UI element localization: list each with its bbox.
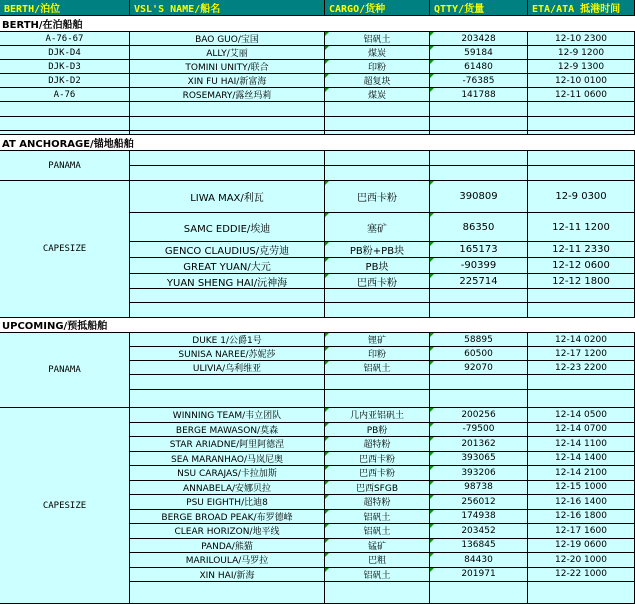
table-row [0,303,635,318]
table-row [0,361,635,375]
vessel-name-cell[interactable] [130,289,325,303]
cargo-cell[interactable]: 超特粉 [325,437,430,452]
vessel-name-cell[interactable] [130,390,325,408]
cargo-cell[interactable]: 铝矾土 [325,524,430,539]
quantity-cell[interactable] [430,151,528,166]
cargo-cell[interactable]: 巴西卡粉 [325,274,430,289]
quantity-cell[interactable]: 86350 [430,213,528,242]
vessel-name-cell[interactable] [130,102,325,117]
quantity-cell[interactable] [430,117,528,131]
vessel-class-label[interactable]: PANAMA [0,151,130,181]
cargo-cell[interactable]: 煤炭 [325,46,430,60]
eta-cell[interactable]: 12-23 2200 [528,361,635,375]
quantity-cell[interactable]: 201362 [430,437,528,452]
quantity-cell[interactable]: 61480 [430,60,528,74]
table-row [0,88,635,102]
cargo-cell[interactable]: 铝矾土 [325,361,430,375]
table-row [0,258,635,274]
table-row [0,181,635,213]
eta-cell[interactable]: 12-14 0700 [528,423,635,438]
berth-cell[interactable] [0,102,130,117]
berth-cell[interactable] [0,131,130,135]
vessel-name-cell[interactable]: PANDA/熊猫 [130,539,325,554]
eta-cell[interactable]: 12-17 1200 [528,347,635,361]
vessel-name-cell[interactable] [130,131,325,135]
quantity-cell[interactable]: 165173 [430,242,528,258]
table-row [0,347,635,361]
vessel-name-cell[interactable]: GREAT YUAN/大元 [130,258,325,274]
vessel-name-cell[interactable]: MARILOULA/马罗拉 [130,553,325,568]
cargo-cell[interactable]: PB块 [325,258,430,274]
cargo-cell[interactable]: PB粉 [325,423,430,438]
quantity-cell[interactable]: 136845 [430,539,528,554]
quantity-cell[interactable]: 92070 [430,361,528,375]
vessel-name-cell[interactable]: DUKE 1/公爵1号 [130,333,325,347]
eta-cell[interactable]: 12-9 1200 [528,46,635,60]
quantity-cell[interactable] [430,289,528,303]
table-row [0,452,635,467]
eta-cell[interactable]: 12-9 1300 [528,60,635,74]
eta-cell[interactable]: 12-14 1400 [528,452,635,467]
vessel-name-cell[interactable] [130,303,325,318]
vessel-name-cell[interactable]: GENCO CLAUDIUS/克劳迪 [130,242,325,258]
header-row [0,0,635,16]
table-row [0,46,635,60]
vessel-name-cell[interactable] [130,582,325,604]
eta-cell[interactable]: 12-14 2100 [528,466,635,481]
eta-cell[interactable] [528,390,635,408]
vessel-name-cell[interactable]: NSU CARAJAS/卡拉加斯 [130,466,325,481]
table-row [0,495,635,510]
eta-cell[interactable] [528,375,635,390]
vessel-name-cell[interactable]: ULIVIA/乌利维亚 [130,361,325,375]
cargo-cell[interactable]: 铝矾土 [325,568,430,583]
quantity-cell[interactable]: 203428 [430,32,528,46]
quantity-cell[interactable]: -79500 [430,423,528,438]
vessel-name-cell[interactable]: SEA MARANHAO/马岚尼奥 [130,452,325,467]
cargo-cell[interactable]: PB粉+PB块 [325,242,430,258]
eta-cell[interactable]: 12-16 1400 [528,495,635,510]
vessel-name-cell[interactable]: ALLY/艾丽 [130,46,325,60]
vessel-name-cell[interactable]: PSU EIGHTH/比迪8 [130,495,325,510]
table-row [0,213,635,242]
berth-cell[interactable]: DJK-D3 [0,60,130,74]
vessel-name-cell[interactable]: XIN FU HAI/新富海 [130,74,325,88]
quantity-cell[interactable] [430,582,528,604]
table-row [0,32,635,46]
berth-cell[interactable]: DJK-D4 [0,46,130,60]
table-row [0,151,635,166]
vessel-name-cell[interactable]: STAR ARIADNE/阿里阿德涅 [130,437,325,452]
cargo-cell[interactable] [325,151,430,166]
table-row [0,481,635,496]
cargo-cell[interactable]: 几内亚铝矾土 [325,408,430,423]
table-row [0,553,635,568]
quantity-cell[interactable]: 201971 [430,568,528,583]
quantity-cell[interactable]: 390809 [430,181,528,213]
table-row [0,466,635,481]
table-row [0,131,635,135]
quantity-cell[interactable]: 174938 [430,510,528,525]
eta-cell[interactable]: 12-11 0600 [528,88,635,102]
cargo-cell[interactable] [325,375,430,390]
berth-cell[interactable]: A-76 [0,88,130,102]
table-row [0,74,635,88]
eta-cell[interactable]: 12-14 1100 [528,437,635,452]
table-row [0,524,635,539]
vessel-name-cell[interactable]: SAMC EDDIE/埃迪 [130,213,325,242]
quantity-cell[interactable]: 84430 [430,553,528,568]
cargo-cell[interactable]: 塞矿 [325,213,430,242]
cargo-cell[interactable]: 铝矾土 [325,510,430,525]
vessel-name-cell[interactable]: BAO GUO/宝国 [130,32,325,46]
table-row [0,375,635,390]
eta-cell[interactable]: 12-12 0600 [528,258,635,274]
cargo-cell[interactable] [325,102,430,117]
header-eta[interactable]: ETA/ATA 抵港时间 [528,0,635,16]
vessel-name-cell[interactable]: ROSEMARY/露丝玛莉 [130,88,325,102]
quantity-cell[interactable]: 98738 [430,481,528,496]
eta-cell[interactable]: 12-12 1800 [528,274,635,289]
vessel-name-cell[interactable]: CLEAR HORIZON/地平线 [130,524,325,539]
quantity-cell[interactable]: -76385 [430,74,528,88]
eta-cell[interactable]: 12-14 0200 [528,333,635,347]
eta-cell[interactable]: 12-9 0300 [528,181,635,213]
vessel-class-label[interactable]: PANAMA [0,333,130,408]
vessel-name-cell[interactable]: BERGE MAWASON/莫森 [130,423,325,438]
cargo-cell[interactable]: 超特粉 [325,495,430,510]
eta-cell[interactable] [528,166,635,181]
eta-cell[interactable] [528,582,635,604]
cargo-cell[interactable]: 锰矿 [325,539,430,554]
header-cargo[interactable]: CARGO/货种 [325,0,430,16]
quantity-cell[interactable]: -90399 [430,258,528,274]
eta-cell[interactable] [528,289,635,303]
berth-cell[interactable] [0,117,130,131]
eta-cell[interactable]: 12-17 1600 [528,524,635,539]
quantity-cell[interactable] [430,166,528,181]
vessel-name-cell[interactable]: ANNABELA/安娜贝拉 [130,481,325,496]
table-row [0,289,635,303]
quantity-cell[interactable]: 256012 [430,495,528,510]
section-upcoming-title[interactable]: UPCOMING/预抵船舶 [0,318,635,333]
vessel-class-label[interactable]: CAPESIZE [0,408,130,604]
cargo-cell[interactable]: 印粉 [325,347,430,361]
quantity-cell[interactable]: 203452 [430,524,528,539]
quantity-cell[interactable]: 225714 [430,274,528,289]
table-row [0,423,635,438]
quantity-cell[interactable]: 60500 [430,347,528,361]
vessel-name-cell[interactable]: XIN HAI/新海 [130,568,325,583]
quantity-cell[interactable] [430,102,528,117]
berth-cell[interactable]: DJK-D2 [0,74,130,88]
eta-cell[interactable]: 12-10 0100 [528,74,635,88]
cargo-cell[interactable]: 巴西卡粉 [325,466,430,481]
quantity-cell[interactable]: 200256 [430,408,528,423]
table-row [0,568,635,583]
cargo-cell[interactable]: 巴粗 [325,553,430,568]
quantity-cell[interactable] [430,303,528,318]
table-row [0,60,635,74]
cargo-cell[interactable]: 巴西SFGB [325,481,430,496]
table-row [0,166,635,181]
section-anchorage-title[interactable]: AT ANCHORAGE/锚地船舶 [0,135,635,151]
table-row [0,539,635,554]
vessel-class-label[interactable]: CAPESIZE [0,181,130,318]
cargo-cell[interactable]: 巴西卡粉 [325,181,430,213]
vessel-name-cell[interactable]: LIWA MAX/利瓦 [130,181,325,213]
table-row [0,242,635,258]
cargo-cell[interactable] [325,390,430,408]
cargo-cell[interactable]: 超复块 [325,74,430,88]
berth-cell[interactable]: A-76-67 [0,32,130,46]
table-row [0,333,635,347]
vessel-name-cell[interactable]: WINNING TEAM/韦立团队 [130,408,325,423]
header-vessel-name[interactable]: VSL'S NAME/船名 [130,0,325,16]
table-row [0,582,635,604]
cargo-cell[interactable] [325,117,430,131]
header-quantity[interactable]: QTTY/货量 [430,0,528,16]
cargo-cell[interactable]: 锂矿 [325,333,430,347]
vessel-name-cell[interactable] [130,117,325,131]
eta-cell[interactable]: 12-14 0500 [528,408,635,423]
eta-cell[interactable] [528,151,635,166]
vessel-name-cell[interactable]: YUAN SHENG HAI/沅神海 [130,274,325,289]
vessel-name-cell[interactable] [130,375,325,390]
eta-cell[interactable] [528,102,635,117]
eta-cell[interactable]: 12-19 0600 [528,539,635,554]
eta-cell[interactable]: 12-16 1800 [528,510,635,525]
table-row [0,117,635,131]
quantity-cell[interactable]: 58895 [430,333,528,347]
eta-cell[interactable]: 12-20 1000 [528,553,635,568]
eta-cell[interactable]: 12-11 1200 [528,213,635,242]
quantity-cell[interactable]: 393065 [430,452,528,467]
eta-cell[interactable]: 12-15 1000 [528,481,635,496]
table-row [0,274,635,289]
vessel-name-cell[interactable]: BERGE BROAD PEAK/布罗德峰 [130,510,325,525]
eta-cell[interactable]: 12-10 2300 [528,32,635,46]
quantity-cell[interactable]: 59184 [430,46,528,60]
quantity-cell[interactable] [430,390,528,408]
cargo-cell[interactable]: 巴西卡粉 [325,452,430,467]
eta-cell[interactable] [528,131,635,135]
eta-cell[interactable] [528,303,635,318]
cargo-cell[interactable] [325,131,430,135]
cargo-cell[interactable]: 铝矾土 [325,32,430,46]
vessel-name-cell[interactable] [130,151,325,166]
quantity-cell[interactable]: 393206 [430,466,528,481]
cargo-cell[interactable]: 煤炭 [325,88,430,102]
quantity-cell[interactable]: 141788 [430,88,528,102]
vessel-name-cell[interactable]: TOMINI UNITY/联合 [130,60,325,74]
quantity-cell[interactable] [430,375,528,390]
cargo-cell[interactable] [325,289,430,303]
cargo-cell[interactable] [325,166,430,181]
section-berth-title[interactable]: BERTH/在泊船舶 [0,16,635,32]
table-row [0,102,635,117]
table-row [0,390,635,408]
header-berth[interactable]: BERTH/泊位 [0,0,130,16]
eta-cell[interactable]: 12-11 2330 [528,242,635,258]
eta-cell[interactable]: 12-22 1000 [528,568,635,583]
cargo-cell[interactable]: 印粉 [325,60,430,74]
cargo-cell[interactable] [325,303,430,318]
table-row [0,408,635,423]
cargo-cell[interactable] [325,582,430,604]
vessel-name-cell[interactable] [130,166,325,181]
table-row [0,510,635,525]
quantity-cell[interactable] [430,131,528,135]
eta-cell[interactable] [528,117,635,131]
table-row [0,437,635,452]
vessel-name-cell[interactable]: SUNISA NAREE/苏妮莎 [130,347,325,361]
